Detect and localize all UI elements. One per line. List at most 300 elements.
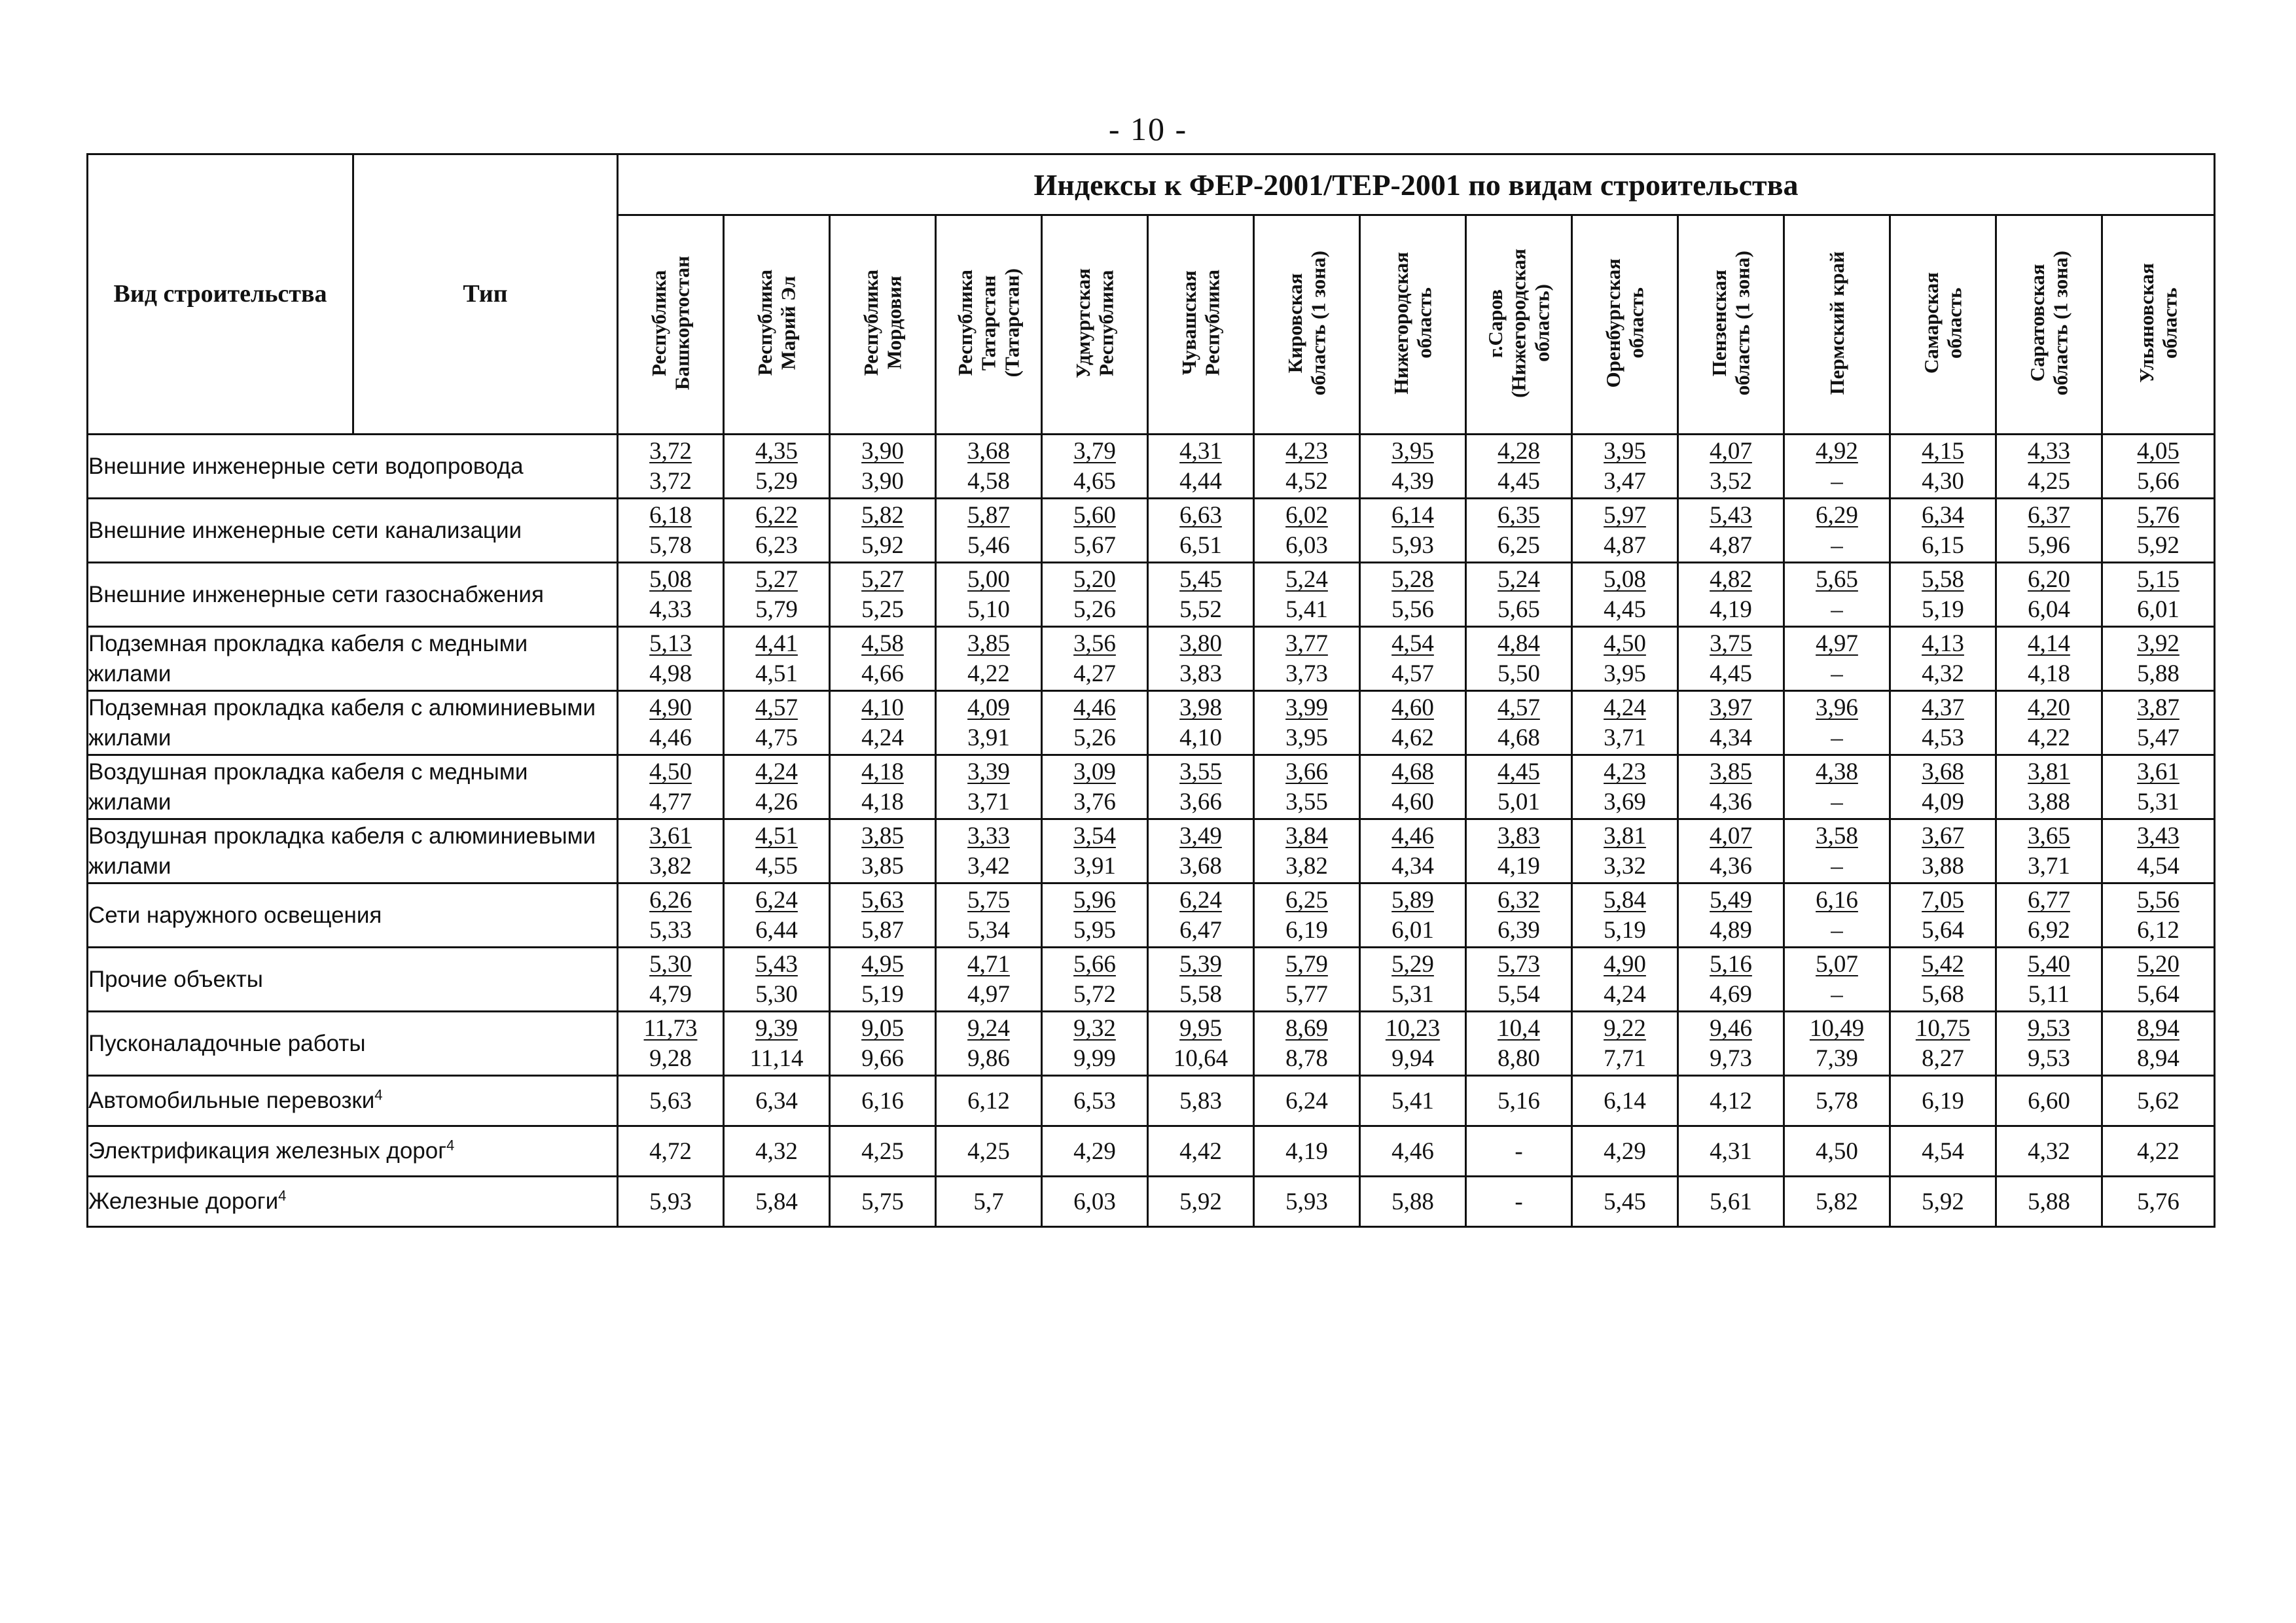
ter-index: 5,92 bbox=[2137, 531, 2179, 559]
ter-index: 4,98 bbox=[649, 660, 692, 687]
index-cell bbox=[1254, 563, 1360, 627]
fer-index: 6,14 bbox=[1391, 502, 1434, 529]
ter-index: 5,64 bbox=[1922, 916, 1964, 944]
row-name: Подземная прокладка кабеля с медными жилами bbox=[88, 627, 618, 691]
fer-index: 3,87 bbox=[2137, 694, 2179, 722]
ter-index: 3,47 bbox=[1604, 467, 1646, 495]
ter-index: 6,15 bbox=[1922, 531, 1964, 559]
ter-index: 6,47 bbox=[1179, 916, 1222, 944]
region-header bbox=[936, 215, 1042, 435]
fer-index: 4,68 bbox=[1391, 758, 1434, 786]
ter-index: 4,87 bbox=[1604, 531, 1646, 559]
ter-index: 4,19 bbox=[1710, 596, 1752, 623]
index-cell bbox=[936, 1012, 1042, 1076]
region-header bbox=[1678, 215, 1784, 435]
index-cell: 6,53 bbox=[1042, 1076, 1148, 1126]
fer-index: 6,25 bbox=[1285, 887, 1328, 914]
index-cell bbox=[724, 691, 830, 755]
fer-index: 5,27 bbox=[861, 566, 904, 594]
index-cell bbox=[724, 1012, 830, 1076]
index-cell bbox=[2102, 499, 2215, 563]
table-row bbox=[88, 627, 2215, 691]
ter-index: 3,42 bbox=[967, 852, 1010, 880]
ter-index: 3,73 bbox=[1285, 660, 1328, 687]
fer-index: 5,42 bbox=[1922, 951, 1964, 978]
index-cell: 4,25 bbox=[936, 1126, 1042, 1177]
ter-index: – bbox=[1831, 531, 1843, 559]
ter-index: 5,29 bbox=[755, 467, 798, 495]
fer-index: 3,58 bbox=[1816, 823, 1858, 850]
ter-index: 5,58 bbox=[1179, 980, 1222, 1008]
fer-index: 3,67 bbox=[1922, 823, 1964, 850]
fer-index: 4,38 bbox=[1816, 758, 1858, 786]
region-label: Республика Марий Эл bbox=[753, 270, 800, 376]
ter-index: 5,92 bbox=[861, 531, 904, 559]
index-cell bbox=[1678, 563, 1784, 627]
index-cell: 4,29 bbox=[1572, 1126, 1678, 1177]
ter-index: 6,03 bbox=[1285, 531, 1328, 559]
index-cell: 4,50 bbox=[1784, 1126, 1890, 1177]
fer-index: 4,07 bbox=[1710, 438, 1752, 465]
ter-index: 4,24 bbox=[861, 724, 904, 751]
ter-index: 4,22 bbox=[967, 660, 1010, 687]
region-label: Оренбургская область bbox=[1601, 258, 1648, 388]
index-cell: 5,76 bbox=[2102, 1177, 2215, 1227]
ter-index: 3,71 bbox=[967, 788, 1010, 815]
table-row bbox=[88, 499, 2215, 563]
fer-index: 4,90 bbox=[649, 694, 692, 722]
index-cell: 6,19 bbox=[1890, 1076, 1996, 1126]
region-label: Республика Татарстан (Татарстан) bbox=[954, 268, 1024, 378]
ter-index: 6,04 bbox=[2028, 596, 2070, 623]
ter-index: 3,88 bbox=[2028, 788, 2070, 815]
index-cell bbox=[1360, 883, 1466, 948]
ter-index: 4,24 bbox=[1604, 980, 1646, 1008]
ter-index: 4,18 bbox=[861, 788, 904, 815]
fer-index: 3,54 bbox=[1073, 823, 1116, 850]
ter-index: 4,79 bbox=[649, 980, 692, 1008]
ter-index: 9,99 bbox=[1073, 1044, 1116, 1072]
fer-index: 4,82 bbox=[1710, 566, 1752, 594]
index-cell: 4,32 bbox=[724, 1126, 830, 1177]
ter-index: 5,33 bbox=[649, 916, 692, 944]
fer-index: 5,28 bbox=[1391, 566, 1434, 594]
region-header bbox=[1784, 215, 1890, 435]
fer-index: 6,26 bbox=[649, 887, 692, 914]
index-cell: 5,84 bbox=[724, 1177, 830, 1227]
fer-index: 3,85 bbox=[861, 823, 904, 850]
index-cell: 4,25 bbox=[830, 1126, 936, 1177]
index-cell bbox=[1678, 435, 1784, 499]
index-cell bbox=[1678, 755, 1784, 819]
index-cell bbox=[1996, 883, 2102, 948]
ter-index: 5,19 bbox=[1922, 596, 1964, 623]
ter-index: 6,92 bbox=[2028, 916, 2070, 944]
region-header bbox=[830, 215, 936, 435]
ter-index: 3,85 bbox=[861, 852, 904, 880]
fer-index: 4,09 bbox=[967, 694, 1010, 722]
index-cell bbox=[1360, 563, 1466, 627]
index-cell bbox=[1996, 499, 2102, 563]
header-type: Тип bbox=[353, 154, 618, 435]
index-cell bbox=[1996, 691, 2102, 755]
ter-index: 3,91 bbox=[1073, 852, 1116, 880]
fer-index: 5,58 bbox=[1922, 566, 1964, 594]
index-cell bbox=[1254, 883, 1360, 948]
region-label: Саратовская область (1 зона) bbox=[2025, 250, 2072, 396]
ter-index: 10,64 bbox=[1173, 1044, 1229, 1072]
ter-index: 5,19 bbox=[861, 980, 904, 1008]
index-cell: 4,29 bbox=[1042, 1126, 1148, 1177]
ter-index: 5,72 bbox=[1073, 980, 1116, 1008]
ter-index: 4,45 bbox=[1710, 660, 1752, 687]
index-cell bbox=[1360, 499, 1466, 563]
ter-index: 5,26 bbox=[1073, 724, 1116, 751]
fer-index: 4,90 bbox=[1604, 951, 1646, 978]
ter-index: 3,52 bbox=[1710, 467, 1752, 495]
ter-index: 9,66 bbox=[861, 1044, 904, 1072]
fer-index: 5,24 bbox=[1498, 566, 1540, 594]
index-cell bbox=[936, 755, 1042, 819]
index-cell bbox=[1572, 691, 1678, 755]
region-label: г.Саров (Нижегородская область) bbox=[1484, 248, 1554, 398]
fer-index: 5,30 bbox=[649, 951, 692, 978]
ter-index: 4,53 bbox=[1922, 724, 1964, 751]
index-cell bbox=[1678, 948, 1784, 1012]
index-cell bbox=[618, 883, 724, 948]
index-cell bbox=[936, 691, 1042, 755]
row-name: Прочие объекты bbox=[88, 948, 618, 1012]
index-cell bbox=[724, 755, 830, 819]
ter-index: 4,68 bbox=[1498, 724, 1540, 751]
fer-index: 10,49 bbox=[1809, 1015, 1865, 1043]
index-cell bbox=[830, 563, 936, 627]
ter-index: – bbox=[1831, 788, 1843, 815]
index-cell bbox=[1042, 948, 1148, 1012]
fer-index: 9,53 bbox=[2028, 1015, 2070, 1043]
index-cell bbox=[1890, 627, 1996, 691]
region-header bbox=[1148, 215, 1254, 435]
index-cell bbox=[1042, 435, 1148, 499]
ter-index: 4,51 bbox=[755, 660, 798, 687]
ter-index: 4,26 bbox=[755, 788, 798, 815]
index-cell bbox=[618, 755, 724, 819]
fer-index: 4,18 bbox=[861, 758, 904, 786]
header-kind: Вид строительства bbox=[88, 154, 353, 435]
ter-index: 3,91 bbox=[967, 724, 1010, 751]
index-cell bbox=[830, 1012, 936, 1076]
ter-index: 3,69 bbox=[1604, 788, 1646, 815]
index-cell bbox=[830, 627, 936, 691]
index-cell bbox=[1572, 627, 1678, 691]
fer-index: 3,33 bbox=[967, 823, 1010, 850]
index-cell bbox=[1996, 755, 2102, 819]
index-cell bbox=[2102, 883, 2215, 948]
index-cell bbox=[830, 948, 936, 1012]
fer-index: 5,89 bbox=[1391, 887, 1434, 914]
index-cell bbox=[1254, 691, 1360, 755]
fer-index: 6,24 bbox=[755, 887, 798, 914]
ter-index: 5,65 bbox=[1498, 596, 1540, 623]
ter-index: – bbox=[1831, 467, 1843, 495]
ter-index: 4,65 bbox=[1073, 467, 1116, 495]
fer-index: 3,39 bbox=[967, 758, 1010, 786]
index-cell bbox=[2102, 627, 2215, 691]
index-cell bbox=[1890, 755, 1996, 819]
header-index-group: Индексы к ФЕР-2001/ТЕР-2001 по видам строительства bbox=[618, 154, 2215, 215]
index-cell bbox=[1254, 627, 1360, 691]
index-cell bbox=[1042, 499, 1148, 563]
index-cell bbox=[618, 435, 724, 499]
index-cell: 4,42 bbox=[1148, 1126, 1254, 1177]
ter-index: 4,52 bbox=[1285, 467, 1328, 495]
index-cell bbox=[618, 948, 724, 1012]
ter-index: 6,39 bbox=[1498, 916, 1540, 944]
fer-index: 5,15 bbox=[2137, 566, 2179, 594]
index-cell bbox=[618, 499, 724, 563]
index-cell: 4,31 bbox=[1678, 1126, 1784, 1177]
ter-index: 8,80 bbox=[1498, 1044, 1540, 1072]
index-cell: 6,16 bbox=[830, 1076, 936, 1126]
fer-index: 5,07 bbox=[1816, 951, 1858, 978]
fer-index: 5,43 bbox=[755, 951, 798, 978]
ter-index: 3,90 bbox=[861, 467, 904, 495]
ter-index: 9,73 bbox=[1710, 1044, 1752, 1072]
page-number: - 10 - bbox=[1108, 111, 1188, 147]
ter-index: – bbox=[1831, 724, 1843, 751]
index-cell bbox=[1360, 1012, 1466, 1076]
fer-index: 4,95 bbox=[861, 951, 904, 978]
fer-index: 4,51 bbox=[755, 823, 798, 850]
fer-index: 6,20 bbox=[2028, 566, 2070, 594]
index-cell bbox=[1360, 948, 1466, 1012]
index-cell: 6,34 bbox=[724, 1076, 830, 1126]
fer-index: 6,22 bbox=[755, 502, 798, 529]
region-label: Ульяновская область bbox=[2134, 263, 2181, 383]
index-cell: 4,19 bbox=[1254, 1126, 1360, 1177]
fer-index: 4,60 bbox=[1391, 694, 1434, 722]
index-cell: 5,16 bbox=[1466, 1076, 1572, 1126]
ter-index: 4,39 bbox=[1391, 467, 1434, 495]
index-cell: 5,62 bbox=[2102, 1076, 2215, 1126]
index-cell: 6,12 bbox=[936, 1076, 1042, 1126]
row-name-text: Электрификация железных дорог bbox=[88, 1138, 446, 1164]
ter-index: 5,52 bbox=[1179, 596, 1222, 623]
ter-index: 4,09 bbox=[1922, 788, 1964, 815]
fer-index: 10,75 bbox=[1915, 1015, 1971, 1043]
fer-index: 5,45 bbox=[1179, 566, 1222, 594]
index-cell: 5,41 bbox=[1360, 1076, 1466, 1126]
index-cell bbox=[936, 435, 1042, 499]
fer-index: 4,24 bbox=[1604, 694, 1646, 722]
ter-index: – bbox=[1831, 916, 1843, 944]
index-cell: 6,60 bbox=[1996, 1076, 2102, 1126]
ter-index: 3,71 bbox=[2028, 852, 2070, 880]
index-cell bbox=[1466, 755, 1572, 819]
ter-index: 4,60 bbox=[1391, 788, 1434, 815]
ter-index: 5,77 bbox=[1285, 980, 1328, 1008]
index-cell bbox=[1784, 499, 1890, 563]
index-cell bbox=[1360, 691, 1466, 755]
row-name: Сети наружного освещения bbox=[88, 883, 618, 948]
ter-index: 3,83 bbox=[1179, 660, 1222, 687]
index-cell: 6,14 bbox=[1572, 1076, 1678, 1126]
fer-index: 3,98 bbox=[1179, 694, 1222, 722]
ter-index: – bbox=[1831, 596, 1843, 623]
region-label: Самарская область bbox=[1919, 272, 1966, 374]
index-cell bbox=[1996, 1012, 2102, 1076]
index-cell bbox=[2102, 948, 2215, 1012]
fer-index: 4,10 bbox=[861, 694, 904, 722]
fer-index: 6,24 bbox=[1179, 887, 1222, 914]
ter-index: 5,95 bbox=[1073, 916, 1116, 944]
index-cell bbox=[724, 948, 830, 1012]
ter-index: 5,10 bbox=[967, 596, 1010, 623]
fer-index: 4,23 bbox=[1285, 438, 1328, 465]
ter-index: 5,93 bbox=[1391, 531, 1434, 559]
ter-index: 6,51 bbox=[1179, 531, 1222, 559]
region-label: Нижегородская область bbox=[1389, 251, 1436, 395]
ter-index: 5,41 bbox=[1285, 596, 1328, 623]
ter-index: 5,46 bbox=[967, 531, 1010, 559]
fer-index: 3,66 bbox=[1285, 758, 1328, 786]
fer-index: 11,73 bbox=[643, 1015, 698, 1043]
index-cell bbox=[1254, 948, 1360, 1012]
index-cell bbox=[1042, 819, 1148, 883]
index-cell bbox=[1678, 1012, 1784, 1076]
ter-index: 5,54 bbox=[1498, 980, 1540, 1008]
index-cell bbox=[1042, 691, 1148, 755]
fer-index: 9,39 bbox=[755, 1015, 798, 1043]
table-row bbox=[88, 883, 2215, 948]
index-cell bbox=[936, 883, 1042, 948]
fer-index: 3,92 bbox=[2137, 630, 2179, 658]
fer-index: 6,63 bbox=[1179, 502, 1222, 529]
ter-index: 5,66 bbox=[2137, 467, 2179, 495]
ter-index: – bbox=[1831, 852, 1843, 880]
region-label: Республика Башкортостан bbox=[647, 256, 694, 390]
ter-index: 4,75 bbox=[755, 724, 798, 751]
index-cell bbox=[936, 627, 1042, 691]
ter-index: 4,34 bbox=[1391, 852, 1434, 880]
index-cell bbox=[1678, 883, 1784, 948]
region-header bbox=[2102, 215, 2215, 435]
index-cell bbox=[1996, 563, 2102, 627]
ter-index: 7,39 bbox=[1816, 1044, 1858, 1072]
index-cell bbox=[1784, 563, 1890, 627]
fer-index: 5,82 bbox=[861, 502, 904, 529]
ter-index: 3,82 bbox=[649, 852, 692, 880]
region-header bbox=[618, 215, 724, 435]
ter-index: 4,44 bbox=[1179, 467, 1222, 495]
fer-index: 6,02 bbox=[1285, 502, 1328, 529]
index-cell bbox=[1148, 691, 1254, 755]
index-cell bbox=[936, 819, 1042, 883]
fer-index: 5,29 bbox=[1391, 951, 1434, 978]
index-cell bbox=[1996, 627, 2102, 691]
table-row bbox=[88, 948, 2215, 1012]
ter-index: 3,32 bbox=[1604, 852, 1646, 880]
ter-index: 4,55 bbox=[755, 852, 798, 880]
fer-index: 3,85 bbox=[1710, 758, 1752, 786]
fer-index: 3,84 bbox=[1285, 823, 1328, 850]
ter-index: 3,66 bbox=[1179, 788, 1222, 815]
region-header bbox=[1466, 215, 1572, 435]
index-cell: 5,61 bbox=[1678, 1177, 1784, 1227]
fer-index: 4,41 bbox=[755, 630, 798, 658]
fer-index: 7,05 bbox=[1922, 887, 1964, 914]
fer-index: 3,95 bbox=[1391, 438, 1434, 465]
ter-index: 4,19 bbox=[1498, 852, 1540, 880]
ter-index: 6,23 bbox=[755, 531, 798, 559]
index-cell bbox=[1784, 819, 1890, 883]
ter-index: 4,45 bbox=[1604, 596, 1646, 623]
index-cell bbox=[1678, 627, 1784, 691]
fer-index: 3,85 bbox=[967, 630, 1010, 658]
index-cell bbox=[1784, 883, 1890, 948]
index-cell bbox=[936, 499, 1042, 563]
fer-index: 4,54 bbox=[1391, 630, 1434, 658]
ter-index: 6,01 bbox=[2137, 596, 2179, 623]
index-cell: 5,88 bbox=[1996, 1177, 2102, 1227]
ter-index: 4,27 bbox=[1073, 660, 1116, 687]
index-cell: 5,63 bbox=[618, 1076, 724, 1126]
index-cell bbox=[1890, 1012, 1996, 1076]
fer-index: 6,29 bbox=[1816, 502, 1858, 529]
index-cell: 5,92 bbox=[1890, 1177, 1996, 1227]
table-row bbox=[88, 1126, 2215, 1177]
fer-index: 4,45 bbox=[1498, 758, 1540, 786]
index-cell bbox=[1360, 755, 1466, 819]
fer-index: 3,97 bbox=[1710, 694, 1752, 722]
ter-index: 8,27 bbox=[1922, 1044, 1964, 1072]
index-cell bbox=[724, 627, 830, 691]
index-cell bbox=[1148, 755, 1254, 819]
ter-index: 4,10 bbox=[1179, 724, 1222, 751]
index-cell: 5,93 bbox=[618, 1177, 724, 1227]
fer-index: 5,87 bbox=[967, 502, 1010, 529]
fer-index: 4,14 bbox=[2028, 630, 2070, 658]
fer-index: 5,20 bbox=[1073, 566, 1116, 594]
index-cell bbox=[1784, 691, 1890, 755]
ter-index: 5,19 bbox=[1604, 916, 1646, 944]
ter-index: 9,94 bbox=[1391, 1044, 1434, 1072]
fer-index: 4,05 bbox=[2137, 438, 2179, 465]
fer-index: 5,56 bbox=[2137, 887, 2179, 914]
index-cell bbox=[618, 627, 724, 691]
fer-index: 3,95 bbox=[1604, 438, 1646, 465]
fer-index: 3,09 bbox=[1073, 758, 1116, 786]
fer-index: 5,76 bbox=[2137, 502, 2179, 529]
ter-index: 6,12 bbox=[2137, 916, 2179, 944]
ter-index: 4,32 bbox=[1922, 660, 1964, 687]
index-cell bbox=[830, 499, 936, 563]
fer-index: 9,22 bbox=[1604, 1015, 1646, 1043]
fer-index: 6,37 bbox=[2028, 502, 2070, 529]
fer-index: 4,57 bbox=[755, 694, 798, 722]
ter-index: 4,25 bbox=[2028, 467, 2070, 495]
region-header bbox=[1360, 215, 1466, 435]
region-label: Чувашская Республика bbox=[1177, 270, 1224, 376]
row-name-text: Железные дороги bbox=[88, 1188, 279, 1215]
fer-index: 4,23 bbox=[1604, 758, 1646, 786]
fer-index: 9,32 bbox=[1073, 1015, 1116, 1043]
fer-index: 10,4 bbox=[1498, 1015, 1540, 1043]
index-cell bbox=[1996, 435, 2102, 499]
index-cell bbox=[2102, 1012, 2215, 1076]
fer-index: 4,37 bbox=[1922, 694, 1964, 722]
ter-index: 5,78 bbox=[649, 531, 692, 559]
